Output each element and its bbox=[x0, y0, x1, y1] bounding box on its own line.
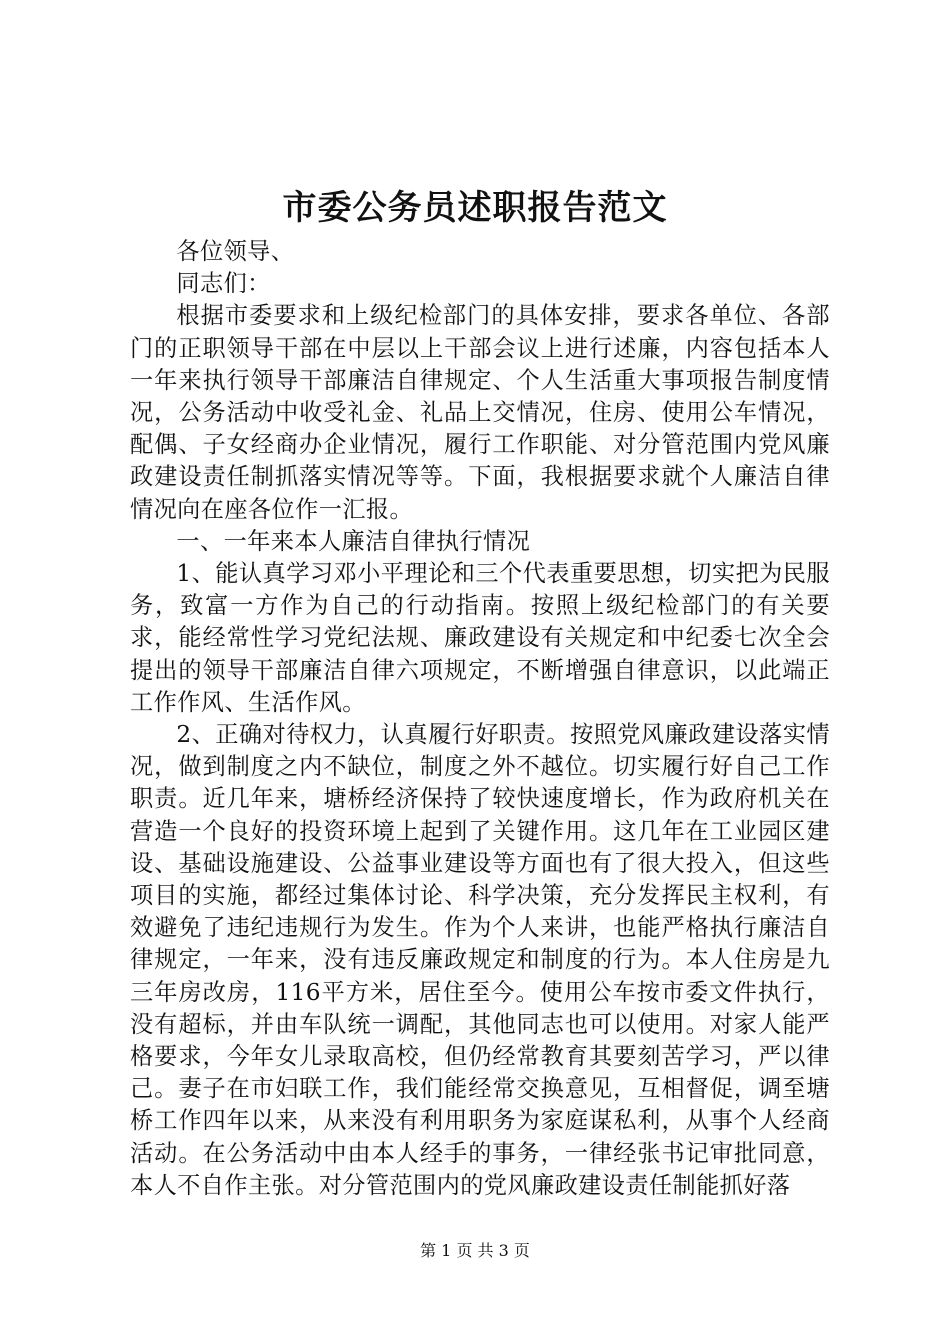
salutation-line-1: 各位领导、 bbox=[176, 238, 295, 265]
page-footer: 第 1 页 共 3 页 bbox=[420, 1241, 530, 1260]
paragraph-intro: 根据市委要求和上级纪检部门的具体安排，要求各单位、各部门的正职领导干部在中层以上干部会议上进行述廉，内容包括本人一年来执行领导干部廉洁自律规定、个人生活重大事项报告制度情况，公务活动中收受礼金、礼品上交情况，住房、使用公车情况，配偶、子女经商办企业情况，履行工作职能、对分管范围内党风廉政建设责任制抓落实情况等等。下面，我根据要求就个人廉洁自律情况向在座各位作一汇报。 bbox=[130, 302, 830, 523]
document-body bbox=[130, 236, 830, 1202]
salutation-line-2: 同志们： bbox=[176, 270, 271, 298]
section-heading-1: 一、一年来本人廉洁自律执行情况 bbox=[176, 527, 531, 555]
paragraph-item-1: 1、能认真学习邓小平理论和三个代表重要思想，切实把为民服务，致富一方作为自己的行动指南。按照上级纪检部门的有关要求，能经常性学习党纪法规、廉政建设有关规定和中纪委七次全会提出的领导干部廉洁自律六项规定，不断增强自律意识，以此端正工作作风、生活作风。 bbox=[130, 560, 830, 716]
paragraph-item-2: 2、正确对待权力，认真履行好职责。按照党风廉政建设落实情况，做到制度之内不缺位，制度之外不越位。切实履行好自己工作职责。近几年来，塘桥经济保持了较快速度增长，作为政府机关在营造一个良好的投资环境上起到了关键作用。这几年在工业园区建设、基础设施建设、公益事业建设等方面也有了很大投入，但这些项目的实施，都经过集体讨论、科学决策，充分发挥民主权利，有效避免了违纪违规行为发生。作为个人来讲，也能严格执行廉洁自律规定，一年来，没有违反廉政规定和制度的行为。本人住房是九三年房改房，116平方米，居住至今。使用公车按市委文件执行，没有超标，并由车队统一调配，其他同志也可以使用。对家人能严格要求，今年女儿录取高校，但仍经常教育其要刻苦学习，严以律己。妻子在市妇联工作，我们能经常交换意见，互相督促，调至塘桥工作四年以来，从来没有利用职务为家庭谋私利，从事个人经商活动。在公务活动中由本人经手的事务，一律经张书记审批同意，本人不自作主张。对分管范围内的党风廉政建设责任制能抓好落 bbox=[130, 721, 830, 1199]
document-title: 市委公务员述职报告范文 bbox=[282, 188, 668, 228]
